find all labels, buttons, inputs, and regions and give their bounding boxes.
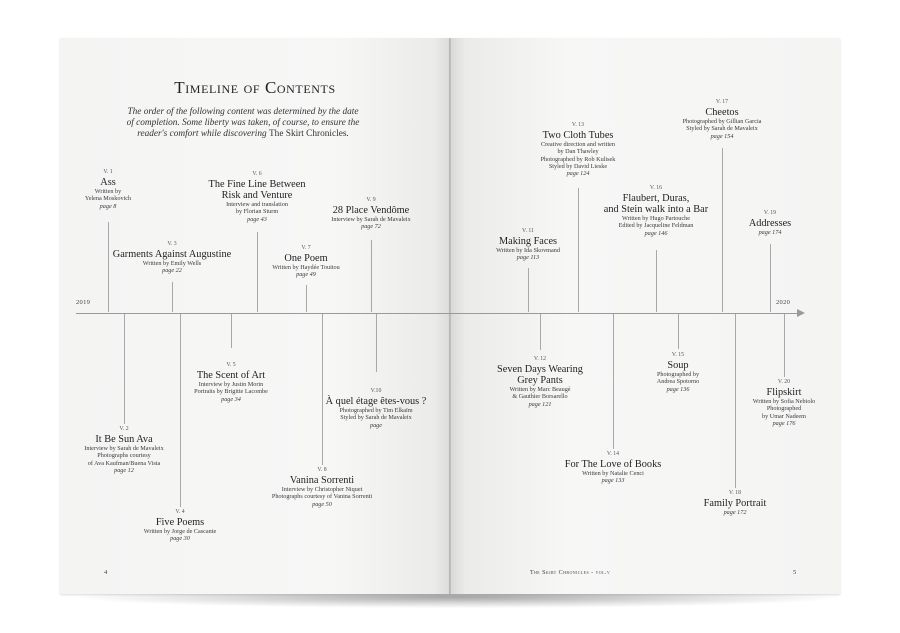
- timeline-entry-v5[interactable]: [156, 363, 306, 403]
- entry-title: Family Portrait: [703, 497, 767, 509]
- entry-title: Ass: [100, 176, 116, 188]
- entry-credit: Written by Sofia Nebiolo: [752, 397, 816, 405]
- entry-credit: Andrea Spotorno: [656, 378, 700, 386]
- entry-page: page 22: [162, 267, 182, 275]
- entry-title: 28 Place Vendôme: [332, 204, 410, 216]
- entry-title: Grey Pants: [517, 374, 563, 386]
- entry-title: Soup: [667, 359, 689, 371]
- entry-credit: Photographed by: [656, 370, 700, 378]
- timeline-entry-v13[interactable]: [503, 123, 653, 177]
- timeline-tick: [784, 314, 785, 377]
- entry-credit: Photographed by Rob Kulisek: [540, 155, 616, 163]
- entry-volume: V. 19: [763, 210, 777, 216]
- entry-title: Risk and Venture: [221, 189, 293, 201]
- entry-page: page 34: [221, 395, 241, 403]
- timeline-entry-v7[interactable]: [231, 246, 381, 279]
- timeline-tick: [540, 314, 541, 350]
- entry-credit: Written by Jorge de Cascante: [143, 527, 217, 535]
- entry-volume: V. 12: [533, 356, 547, 362]
- entry-title: Vanina Sorrenti: [289, 474, 355, 486]
- entry-title: and Stein walk into a Bar: [603, 203, 709, 215]
- entry-volume: V. 9: [366, 197, 376, 203]
- entry-title: Addresses: [748, 217, 792, 229]
- entry-credit: Interview by Sarah de Mavaleix: [84, 444, 164, 452]
- entry-credit: Written by Haydée Touitou: [272, 263, 340, 271]
- entry-page: page 136: [666, 385, 690, 393]
- timeline-entry-v8[interactable]: [237, 468, 407, 508]
- entry-page: page 50: [312, 500, 332, 508]
- timeline-tick: [371, 240, 372, 312]
- entry-credit: & Gauthier Borsarello: [512, 393, 568, 401]
- entry-credit: Interview by Christopher Niquet: [281, 485, 363, 493]
- entry-volume: V. 7: [301, 245, 311, 251]
- timeline-tick: [656, 250, 657, 312]
- timeline-entry-v17[interactable]: [647, 100, 797, 140]
- entry-volume: V. 17: [715, 99, 729, 105]
- entry-credit: Photographed by Gillian Garcia: [682, 117, 762, 125]
- entry-credit: Written by Hugo Partouche: [622, 214, 690, 222]
- running-title: The Skirt Chronicles - vol.v: [529, 569, 611, 576]
- entry-credit: Photographed: [766, 405, 802, 413]
- timeline-entry-v1[interactable]: [33, 170, 183, 210]
- entry-volume: V.10: [370, 388, 382, 394]
- timeline-arrow-icon: [797, 309, 805, 317]
- entry-volume: V. 1: [103, 169, 113, 175]
- timeline-tick: [678, 314, 679, 349]
- entry-credit: Interview and translation: [226, 200, 288, 208]
- entry-title: It Be Sun Ava: [95, 433, 153, 445]
- right-page-number: 5: [793, 569, 797, 576]
- entry-title: Cheetos: [705, 106, 739, 118]
- timeline-tick: [172, 282, 173, 312]
- timeline-tick: [231, 314, 232, 348]
- timeline-entry-v10[interactable]: [291, 389, 461, 429]
- entry-credit: Edited by Jacqueline Feldman: [618, 222, 694, 230]
- intro-line-3: [112, 129, 374, 140]
- entry-credit: Styled by David Lieske: [548, 162, 608, 170]
- book-gutter: [449, 38, 451, 594]
- entry-page: page 113: [516, 254, 540, 262]
- entry-volume: V. 6: [252, 171, 262, 177]
- left-page-number: 4: [104, 569, 108, 576]
- entry-credit: by Florian Sturm: [235, 208, 279, 216]
- timeline-tick: [376, 314, 377, 372]
- timeline-entry-v3[interactable]: [97, 242, 247, 275]
- entry-page: page 72: [361, 223, 381, 231]
- entry-title: Two Cloth Tubes: [542, 129, 614, 141]
- entry-page: page 154: [710, 132, 734, 140]
- entry-credit: Styled by Sarah de Mavaleix: [340, 414, 412, 422]
- timeline-axis: [76, 313, 801, 314]
- entry-credit: Styled by Sarah de Mavaleix: [686, 125, 758, 133]
- page-title: Timeline of Contents: [174, 78, 336, 97]
- entry-credit: Interview by Justin Morin: [198, 380, 264, 388]
- entry-credit: Written by Emily Wells: [142, 259, 202, 267]
- entry-credit: Interview by Sarah de Mavaleix: [331, 215, 411, 223]
- entry-page: page 133: [601, 477, 625, 485]
- entry-title: À quel étage êtes-vous ?: [325, 395, 427, 407]
- entry-volume: V. 11: [522, 228, 534, 234]
- entry-title: Flipskirt: [766, 386, 802, 398]
- entry-credit: Written by Ida Skovmand: [496, 246, 560, 254]
- entry-page: page 12: [114, 466, 134, 474]
- entry-page: page 49: [296, 271, 316, 279]
- entry-volume: V. 4: [175, 509, 185, 515]
- entry-page: page 124: [566, 170, 590, 178]
- timeline-tick: [770, 244, 771, 312]
- year-start: 2019: [76, 299, 91, 306]
- entry-page: page 146: [644, 229, 668, 237]
- entry-title: The Scent of Art: [196, 369, 266, 381]
- entry-page: page: [369, 421, 383, 429]
- entry-credit: Photographs courtesy: [97, 452, 151, 460]
- entry-volume: V. 3: [167, 241, 177, 247]
- entry-title: Seven Days Wearing: [497, 363, 583, 375]
- entry-volume: V. 18: [728, 490, 742, 496]
- timeline-entry-v20[interactable]: [709, 380, 859, 427]
- entry-credit: Photographs courtesy of Vanina Sorrenti: [271, 493, 373, 501]
- intro-line-2: of completion. Some liberty was taken, of course, to ensure the: [126, 118, 360, 128]
- entry-volume: V. 5: [226, 362, 236, 368]
- timeline-entry-v12[interactable]: [465, 357, 615, 408]
- timeline-tick: [306, 285, 307, 312]
- entry-title: Garments Against Augustine: [112, 248, 232, 260]
- entry-credit: of Ava Kaufman/Buena Vista: [87, 459, 161, 467]
- timeline-entry-v14[interactable]: [538, 452, 688, 485]
- entry-title: Making Faces: [498, 235, 558, 247]
- entry-credit: Written by Marc Beaugé: [509, 385, 571, 393]
- timeline-tick: [528, 268, 529, 312]
- entry-volume: V. 15: [671, 352, 685, 358]
- entry-title: Five Poems: [155, 516, 205, 528]
- intro-period: .: [346, 129, 349, 139]
- entry-volume: V. 13: [571, 122, 585, 128]
- entry-page: page 176: [772, 419, 796, 427]
- entry-page: page 172: [723, 508, 747, 516]
- entry-volume: V. 16: [649, 185, 663, 191]
- entry-title: Flaubert, Duras,: [622, 192, 690, 204]
- timeline-entry-v4[interactable]: [105, 510, 255, 543]
- entry-page: page 174: [758, 228, 782, 236]
- entry-page: page 121: [528, 400, 552, 408]
- entry-title: The Fine Line Between: [208, 178, 306, 190]
- timeline-entry-v18[interactable]: [660, 491, 810, 516]
- entry-page: page 30: [170, 535, 190, 543]
- timeline-tick: [124, 314, 125, 424]
- intro-line-1: The order of the following content was determined by the date: [127, 107, 359, 117]
- entry-credit: by Dan Thawley: [557, 148, 599, 156]
- year-end: 2020: [776, 299, 791, 306]
- timeline-entry-v2[interactable]: [49, 427, 199, 474]
- entry-volume: V. 8: [317, 467, 327, 473]
- entry-credit: Creative direction and written: [540, 140, 616, 148]
- intro-brand: The Skirt Chronicles: [269, 129, 347, 139]
- timeline-entry-v9[interactable]: [296, 198, 446, 231]
- entry-credit: Photographed by Tim Elkaïm: [339, 406, 413, 414]
- intro-line-3-text: reader's comfort while discovering: [137, 129, 269, 139]
- entry-page: page 43: [247, 215, 267, 223]
- entry-volume: V. 2: [119, 426, 129, 432]
- intro-text: [112, 107, 374, 140]
- timeline-tick: [180, 314, 181, 507]
- entry-page: page 8: [99, 202, 117, 210]
- entry-credit: Written by: [94, 187, 122, 195]
- entry-volume: V. 14: [606, 451, 620, 457]
- entry-volume: V. 20: [777, 379, 791, 385]
- entry-credit: Portraits by Brigitte Lacombe: [194, 388, 268, 396]
- entry-credit: Yelena Moskovich: [84, 195, 132, 203]
- entry-credit: by Umar Nadeem: [762, 412, 806, 420]
- entry-credit: Written by Natalie Cenci: [582, 469, 644, 477]
- entry-title: For The Love of Books: [564, 458, 662, 470]
- entry-title: One Poem: [284, 252, 328, 264]
- timeline-entry-v19[interactable]: [695, 211, 845, 236]
